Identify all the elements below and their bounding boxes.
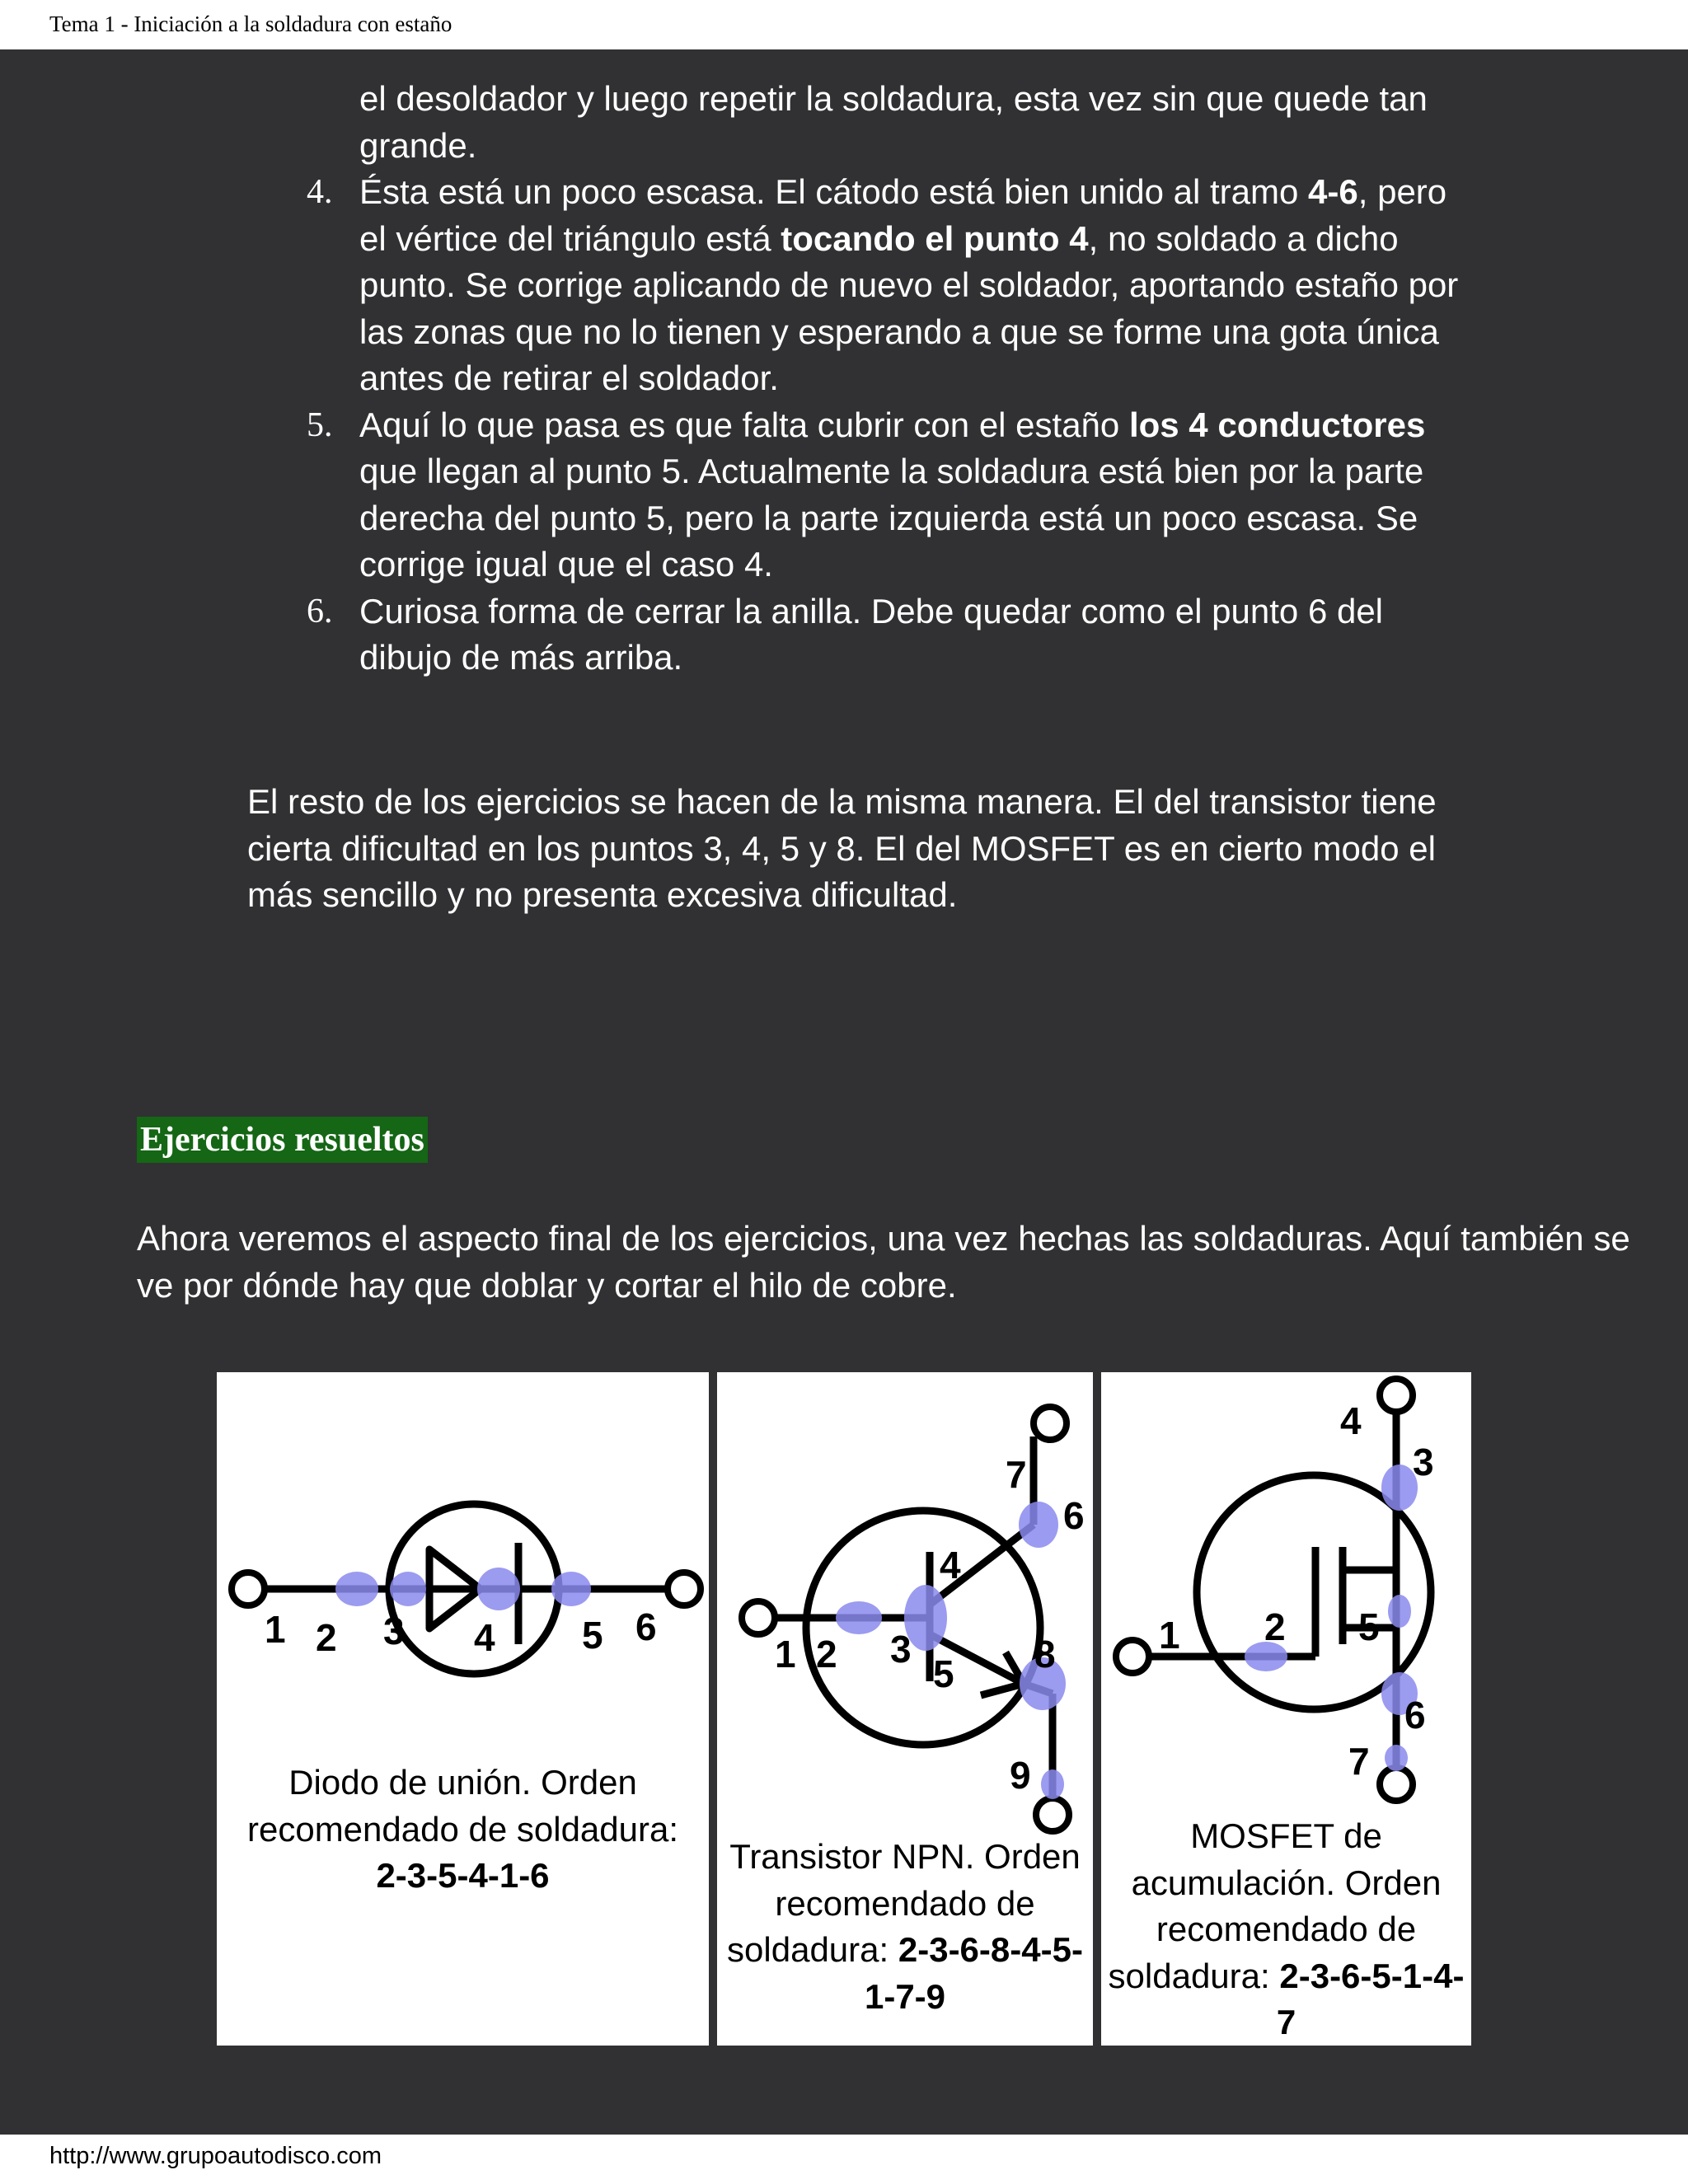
point-label: 2 (816, 1633, 837, 1675)
footer-url[interactable]: http://www.grupoautodisco.com (49, 2143, 382, 2169)
page-header (0, 0, 1688, 49)
figure-caption: MOSFET de acumulación. Orden recomendado de soldadura: 2-3-6-5-1-4-7 (1108, 1816, 1465, 2041)
paragraph: Ahora veremos el aspecto final de los ejercicios, una vez hechas las soldaduras. Aquí también se ve por dónde hay que doblar y cortar el hilo de cobre. (137, 1219, 1630, 1305)
point-label: 5 (933, 1652, 954, 1695)
point-label: 4 (474, 1616, 495, 1659)
point-label: 3 (383, 1610, 405, 1652)
point-label: 4 (1340, 1399, 1362, 1442)
point-label: 9 (1010, 1754, 1031, 1797)
list-item: 6. Curiosa forma de cerrar la anilla. Debe quedar como el punto 6 del dibujo de más arriba. (307, 588, 1477, 682)
point-label: 1 (265, 1608, 286, 1651)
list-item: 5. Aquí lo que pasa es que falta cubrir con el estaño los 4 conductores que llegan al punto 5. Actualmente la soldadura está bien por la parte derecha del punto 5, pero la parte izquierda está un poco escasa. Se corrige igual que el caso 4. (307, 402, 1477, 588)
point-label: 7 (1006, 1453, 1027, 1496)
point-label: 3 (890, 1628, 912, 1671)
list-item: 4. Ésta está un poco escasa. El cátodo está bien unido al tramo 4-6, pero el vértice del triángulo está tocando el punto 4, no soldado a dicho punto. Se corrige aplicando de nuevo el soldador, aportando estaño por las zonas que no lo tienen y esperando a que se forme una gota única antes de retirar el soldador. (307, 169, 1477, 402)
section-heading: Ejercicios resueltos (137, 1117, 428, 1163)
point-label: 3 (1413, 1441, 1434, 1483)
diode-diagram (217, 1372, 709, 2046)
point-label: 7 (1348, 1740, 1370, 1783)
figure-mosfet (1101, 1372, 1471, 2046)
point-label: 8 (1034, 1633, 1056, 1675)
point-label: 1 (775, 1633, 796, 1675)
point-label: 6 (1063, 1494, 1085, 1537)
point-label: 6 (635, 1605, 657, 1648)
paragraph: El resto de los ejercicios se hacen de la misma manera. El del transistor tiene cierta dificultad en los puntos 3, 4, 5 y 8. El del MOSFET es en cierto modo el más sencillo y no presenta excesiva dificultad. (247, 782, 1437, 914)
list-number: 4. (307, 173, 333, 211)
point-label: 5 (582, 1614, 603, 1657)
point-label: 4 (940, 1544, 961, 1586)
list-item-continuation: el desoldador y luego repetir la soldadura, esta vez sin que quede tan grande. (359, 79, 1428, 165)
point-label: 2 (1264, 1605, 1286, 1648)
list-number: 5. (307, 405, 333, 444)
document-title: Tema 1 - Iniciación a la soldadura con estaño (49, 12, 452, 36)
point-label: 5 (1358, 1605, 1380, 1648)
figure-transistor (717, 1372, 1093, 2046)
page-footer (0, 2135, 1688, 2184)
figure-diode (217, 1372, 709, 2046)
numbered-list (307, 76, 1477, 682)
figure-caption: Transistor NPN. Orden recomendado de soldadura: 2-3-6-8-4-5-1-7-9 (727, 1837, 1083, 2016)
point-label: 2 (316, 1616, 337, 1659)
figure-caption: Diodo de unión. Orden recomendado de soldadura: 2-3-5-4-1-6 (246, 1763, 679, 1895)
point-label: 1 (1159, 1614, 1180, 1657)
point-label: 6 (1404, 1694, 1426, 1736)
list-number: 6. (307, 592, 333, 630)
